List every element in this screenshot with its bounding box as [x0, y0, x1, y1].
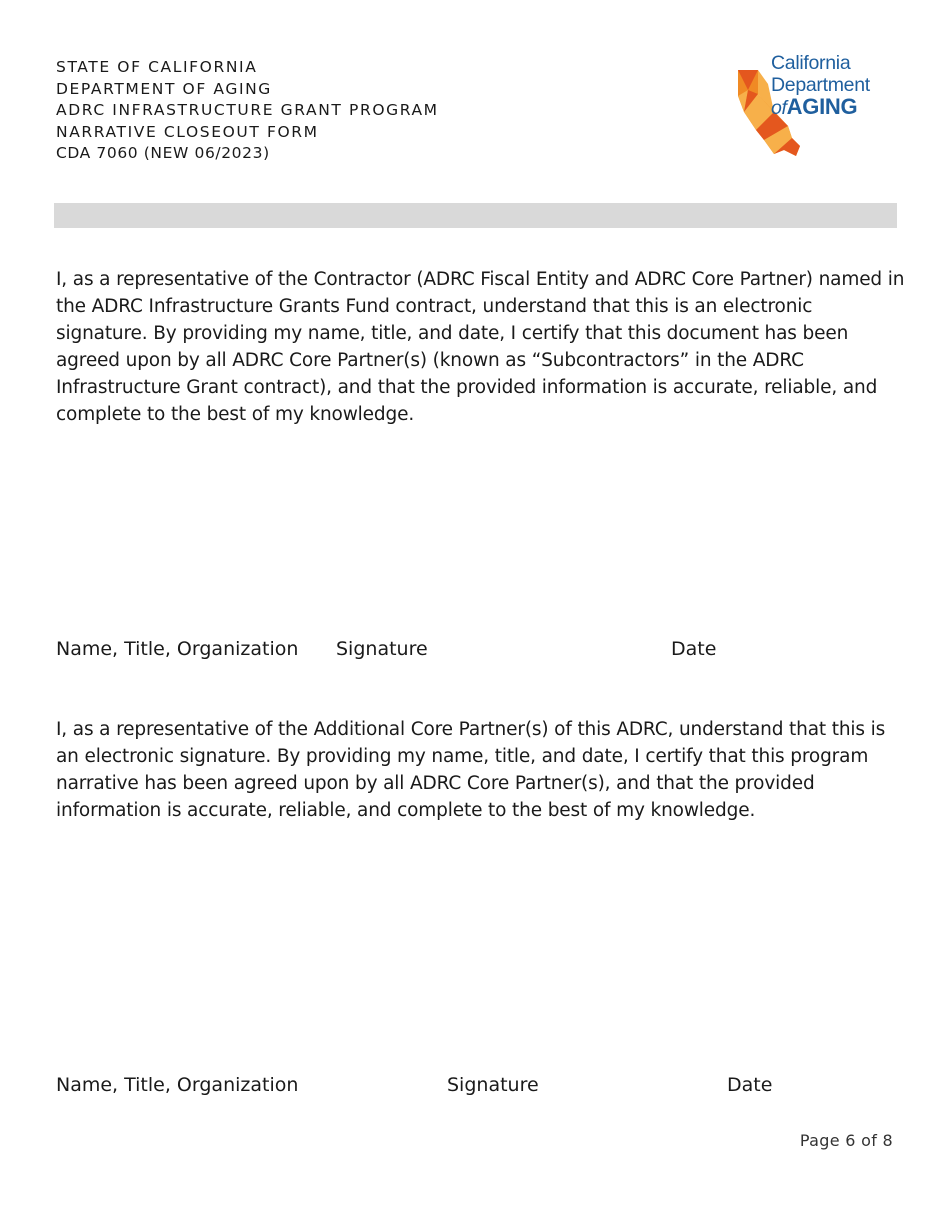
signature-label-name-2: Name, Title, Organization [56, 1074, 299, 1096]
signature-label-name-1: Name, Title, Organization [56, 638, 299, 660]
logo-line-california: California [771, 52, 851, 74]
page-number: Page 6 of 8 [799, 1131, 893, 1150]
section-divider-bar [54, 203, 897, 228]
form-header [56, 57, 439, 165]
header-state: STATE OF CALIFORNIA [56, 58, 258, 76]
cda-logo [734, 52, 899, 156]
signature-label-date-1: Date [671, 638, 717, 660]
header-department: DEPARTMENT OF AGING [56, 79, 272, 98]
header-program: ADRC INFRASTRUCTURE GRANT PROGRAM [56, 101, 439, 120]
logo-line-department: Department [771, 74, 870, 96]
signature-label-signature-2: Signature [447, 1074, 539, 1096]
contractor-certification-text: I, as a representative of the Contractor (ADRC Fiscal Entity and ADRC Core Partner) named in the ADRC Infrastructure Grants Fund contract, understand that this is an electronic signature. By providing my name, title, and date, I certify that this document has been agreed upon by all ADRC Core Partner(s) (known as “Subcontractors” in the ADRC Infrastructure Grant contract), and that the provided information is accurate, reliable, and complete to the best of my knowledge. [56, 269, 905, 425]
signature-label-signature-1: Signature [336, 638, 428, 660]
header-form-title: NARRATIVE CLOSEOUT FORM [56, 122, 319, 141]
core-partner-certification-text: I, as a representative of the Additional Core Partner(s) of this ADRC, understand that this is an electronic signature. By providing my name, title, and date, I certify that this program narrative has been agreed upon by all ADRC Core Partner(s), and that the provided information is accurate, reliable, and complete to the best of my knowledge. [56, 719, 886, 821]
signature-label-date-2: Date [727, 1074, 773, 1096]
logo-line-of: of [771, 97, 787, 119]
logo-line-aging: AGING [786, 94, 858, 119]
header-form-number: CDA 7060 (NEW 06/2023) [56, 144, 270, 163]
